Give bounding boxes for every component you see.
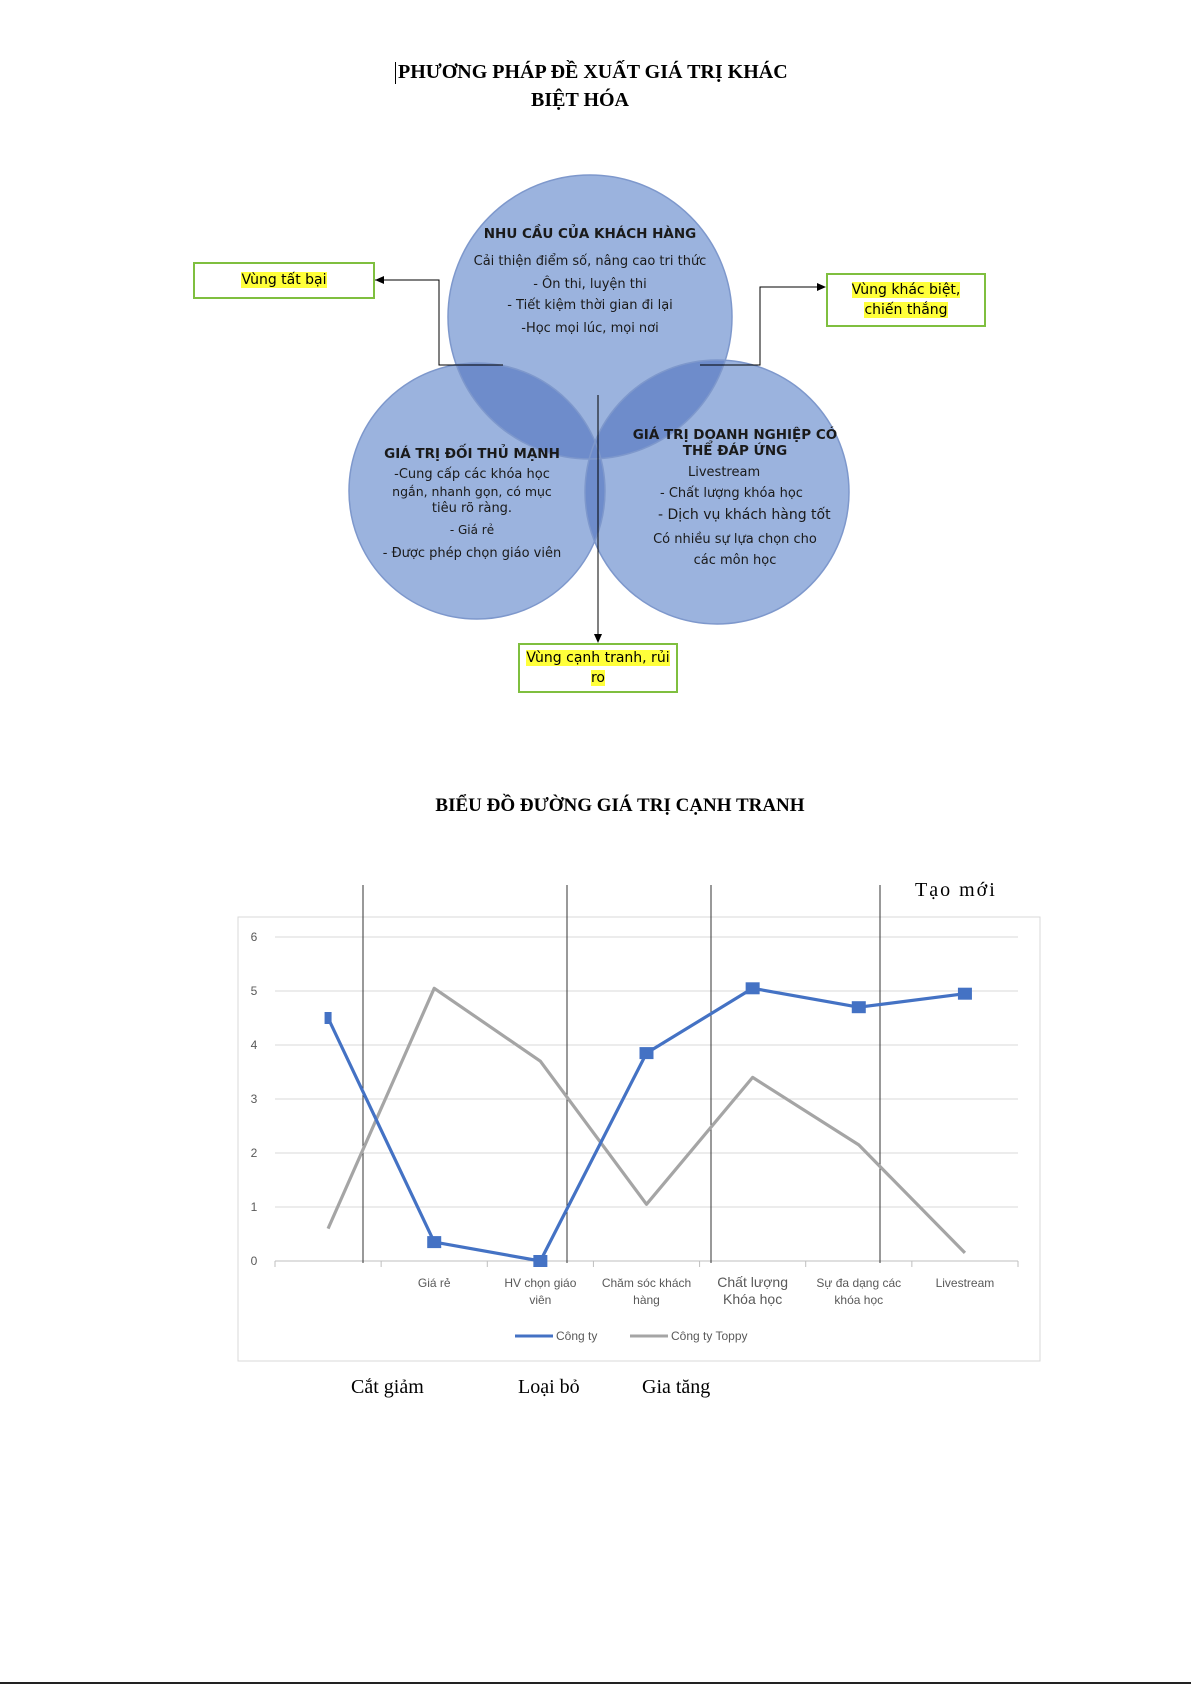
x-tick-label: khóa học: [834, 1293, 884, 1307]
data-point-marker: [640, 1047, 654, 1059]
callout-risk-label: Vùng cạnh tranh, rủi: [526, 650, 670, 666]
page-bottom-rule: [0, 1682, 1191, 1684]
data-point-marker: [533, 1255, 547, 1267]
data-point-marker: [325, 1012, 332, 1024]
zone-label-eliminate: Loại bỏ: [518, 1376, 580, 1398]
legend-label: Công ty: [556, 1329, 598, 1343]
venn-top-line: -Học mọi lúc, mọi nơi: [521, 321, 659, 336]
data-point-marker: [958, 988, 972, 1000]
legend-label: Công ty Toppy: [671, 1329, 748, 1343]
venn-left-line: tiêu rõ ràng.: [431, 501, 513, 516]
venn-left-line: ngắn, nhanh gọn, có mục: [392, 484, 552, 499]
venn-left-line: - Giá rẻ: [449, 523, 495, 537]
y-tick-label: 1: [250, 1200, 258, 1214]
venn-right-line: - Chất lượng khóa học: [660, 486, 803, 501]
page-subtitle: BIỆT HÓA: [531, 89, 629, 111]
venn-top-heading: NHU CẦU CỦA KHÁCH HÀNG: [483, 226, 697, 242]
venn-right-line: Có nhiều sự lựa chọn cho: [653, 532, 817, 547]
venn-top-line: - Ôn thi, luyện thi: [533, 277, 647, 292]
zone-label-raise: Gia tăng: [642, 1376, 711, 1398]
x-tick-label: Livestream: [935, 1276, 995, 1290]
x-tick-label: Chất lượng: [717, 1274, 788, 1290]
y-tick-label: 3: [250, 1092, 258, 1106]
x-tick-label: HV chọn giáo: [504, 1276, 577, 1290]
page-title: PHƯƠNG PHÁP ĐỀ XUẤT GIÁ TRỊ KHÁC: [395, 60, 835, 84]
venn-right-line: - Dịch vụ khách hàng tốt: [658, 507, 831, 523]
y-tick-label: 6: [250, 930, 258, 944]
data-point-marker: [852, 1001, 866, 1013]
venn-top-line: - Tiết kiệm thời gian đi lại: [507, 298, 673, 313]
venn-left-line: - Được phép chọn giáo viên: [382, 546, 562, 561]
callout-fail-label: Vùng tất bại: [241, 272, 327, 288]
x-tick-label: hàng: [633, 1293, 660, 1307]
venn-right-heading: GIÁ TRỊ DOANH NGHIỆP CÓ: [632, 427, 838, 443]
venn-right-line: các môn học: [693, 553, 777, 568]
zone-label-create: Tạo mới: [915, 879, 997, 901]
data-point-marker: [427, 1236, 441, 1248]
callout-risk-label: ro: [590, 670, 605, 686]
x-tick-label: Khóa học: [723, 1291, 783, 1307]
data-point-marker: [746, 982, 760, 994]
callout-win-label: Vùng khác biệt,: [851, 282, 961, 298]
chart-title: BIỂU ĐỒ ĐƯỜNG GIÁ TRỊ CẠNH TRANH: [435, 795, 805, 816]
venn-top-line: Cải thiện điểm số, nâng cao tri thức: [473, 254, 707, 269]
venn-right-heading: THỂ ĐÁP ỨNG: [682, 443, 788, 459]
venn-right-line: Livestream: [688, 465, 761, 480]
y-tick-label: 4: [250, 1038, 258, 1052]
y-tick-label: 5: [250, 984, 258, 998]
y-tick-label: 0: [250, 1254, 258, 1268]
x-tick-label: viên: [529, 1293, 552, 1307]
y-tick-label: 2: [250, 1146, 258, 1160]
x-tick-label: Sự đa dạng các: [816, 1276, 902, 1290]
venn-left-line: -Cung cấp các khóa học: [394, 467, 550, 482]
venn-left-heading: GIÁ TRỊ ĐỐI THỦ MẠNH: [384, 446, 560, 462]
callout-win-label: chiến thắng: [864, 302, 948, 318]
zone-label-reduce: Cắt giảm: [351, 1376, 424, 1398]
x-tick-label: Chăm sóc khách: [601, 1276, 692, 1290]
x-tick-label: Giá rẻ: [417, 1276, 451, 1290]
